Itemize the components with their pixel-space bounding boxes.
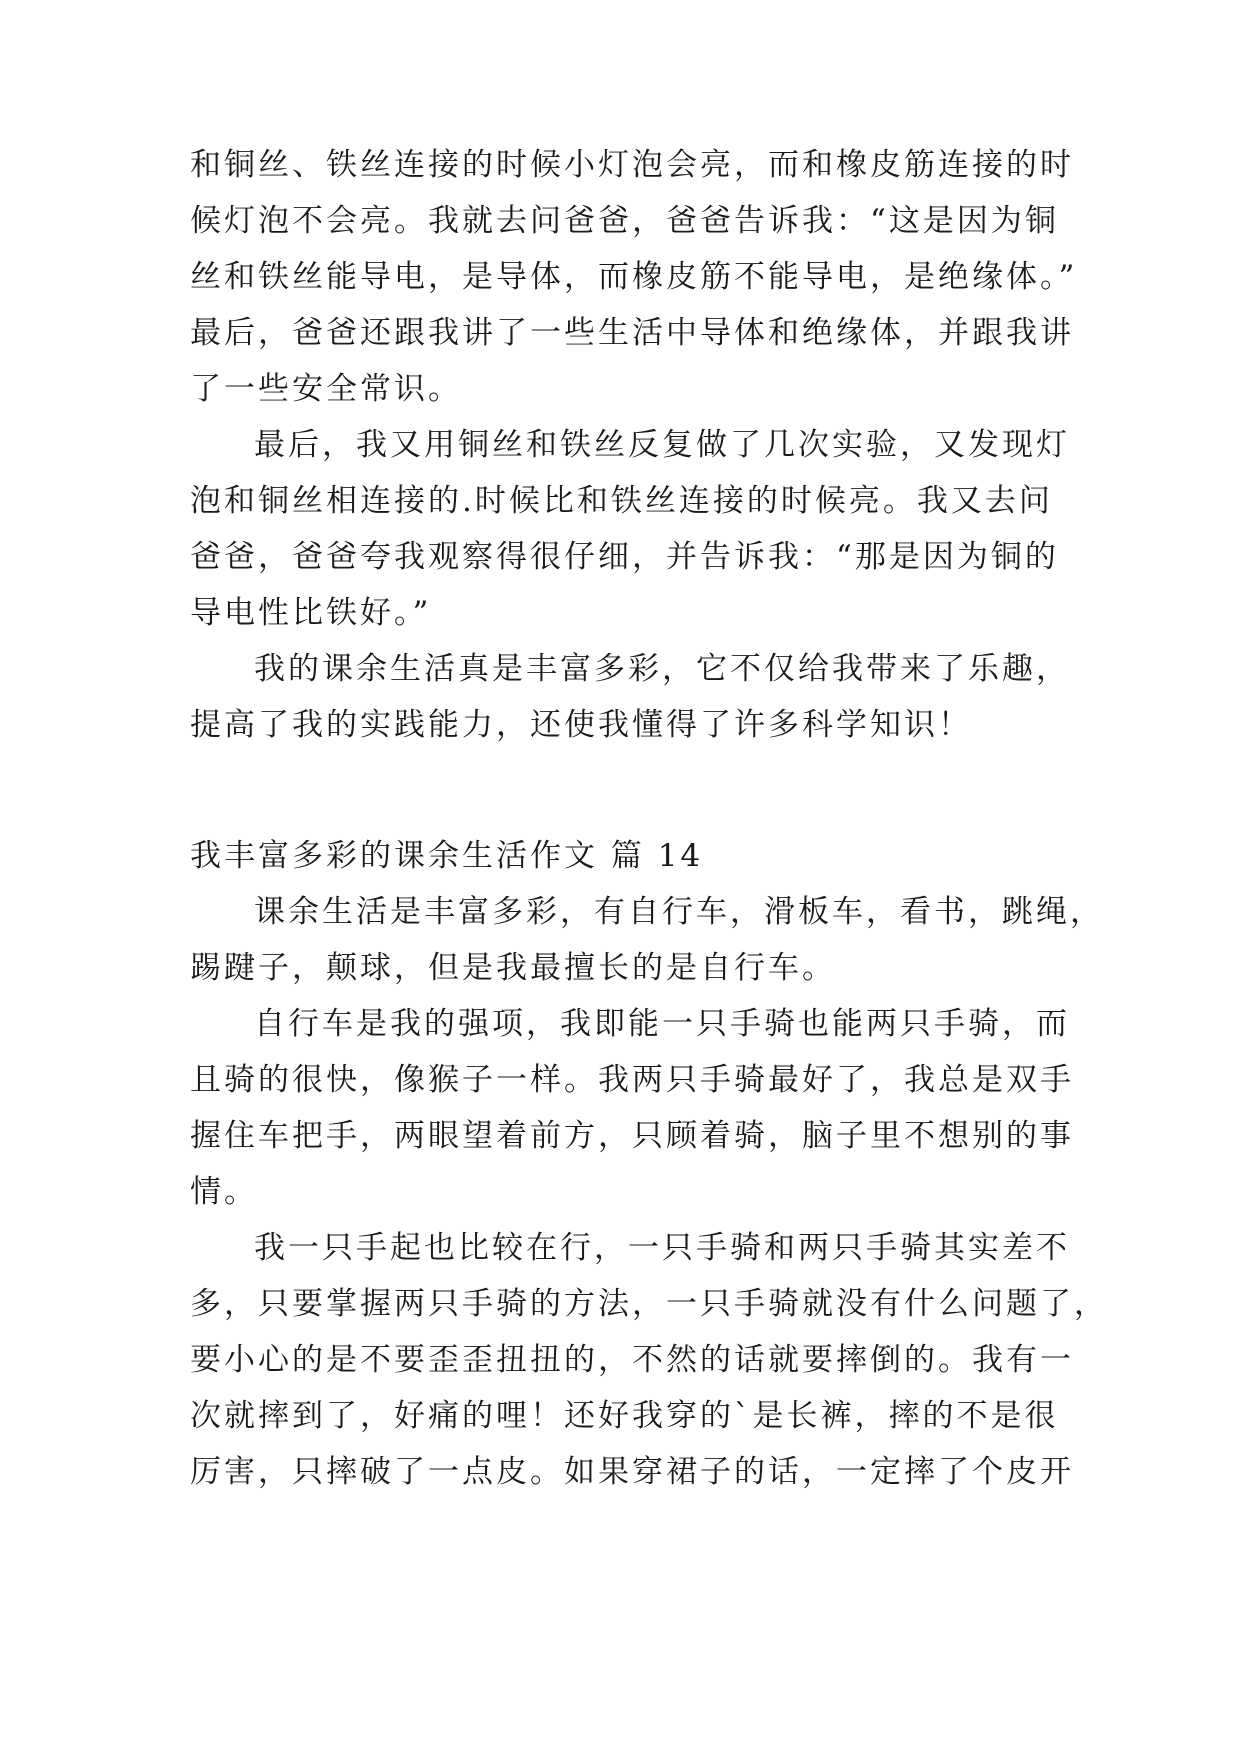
- paragraph-line: 我一只手起也比较在行，一只手骑和两只手骑其实差不: [254, 1230, 1070, 1266]
- paragraph-line: 最后，我又用铜丝和铁丝反复做了几次实验，又发现灯: [254, 427, 1070, 463]
- paragraph-line: 要小心的是不要歪歪扭扭的，不然的话就要摔倒的。我有一: [190, 1342, 1074, 1378]
- paragraph-line: 厉害，只摔破了一点皮。如果穿裙子的话，一定摔了个皮开: [190, 1454, 1074, 1490]
- paragraph-line: 自行车是我的强项，我即能一只手骑也能两只手骑，而: [254, 1006, 1070, 1042]
- section-heading: 我丰富多彩的课余生活作文 篇 14: [190, 838, 704, 874]
- paragraph-line: 情。: [190, 1174, 258, 1210]
- paragraph-line: 我的课余生活真是丰富多彩，它不仅给我带来了乐趣，: [254, 651, 1070, 687]
- paragraph-line: 课余生活是丰富多彩，有自行车，滑板车，看书，跳绳，: [254, 894, 1104, 930]
- paragraph-line: 泡和铜丝相连接的.时候比和铁丝连接的时候亮。我又去问: [190, 483, 1053, 519]
- paragraph-line: 了一些安全常识。: [190, 371, 462, 407]
- paragraph-line: 导电性比铁好。”: [190, 595, 432, 631]
- paragraph-line: 最后，爸爸还跟我讲了一些生活中导体和绝缘体，并跟我讲: [190, 315, 1074, 351]
- paragraph-line: 握住车把手，两眼望着前方，只顾着骑，脑子里不想别的事: [190, 1118, 1074, 1154]
- paragraph-line: 丝和铁丝能导电，是导体，而橡皮筋不能导电，是绝缘体。”: [190, 259, 1078, 295]
- paragraph-line: 爸爸，爸爸夸我观察得很仔细，并告诉我：“那是因为铜的: [190, 539, 1059, 575]
- paragraph-line: 多，只要掌握两只手骑的方法，一只手骑就没有什么问题了，: [190, 1286, 1108, 1322]
- paragraph-line: 提高了我的实践能力，还使我懂得了许多科学知识！: [190, 707, 972, 743]
- paragraph-line: 且骑的很快，像猴子一样。我两只手骑最好了，我总是双手: [190, 1062, 1074, 1098]
- paragraph-line: 踢踺子，颠球，但是我最擅长的是自行车。: [190, 950, 836, 986]
- paragraph-line: 候灯泡不会亮。我就去问爸爸，爸爸告诉我：“这是因为铜: [190, 203, 1059, 239]
- paragraph-line: 和铜丝、铁丝连接的时候小灯泡会亮，而和橡皮筋连接的时: [190, 147, 1074, 183]
- paragraph-line: 次就摔到了，好痛的哩！还好我穿的`是长裤，摔的不是很: [190, 1398, 1059, 1434]
